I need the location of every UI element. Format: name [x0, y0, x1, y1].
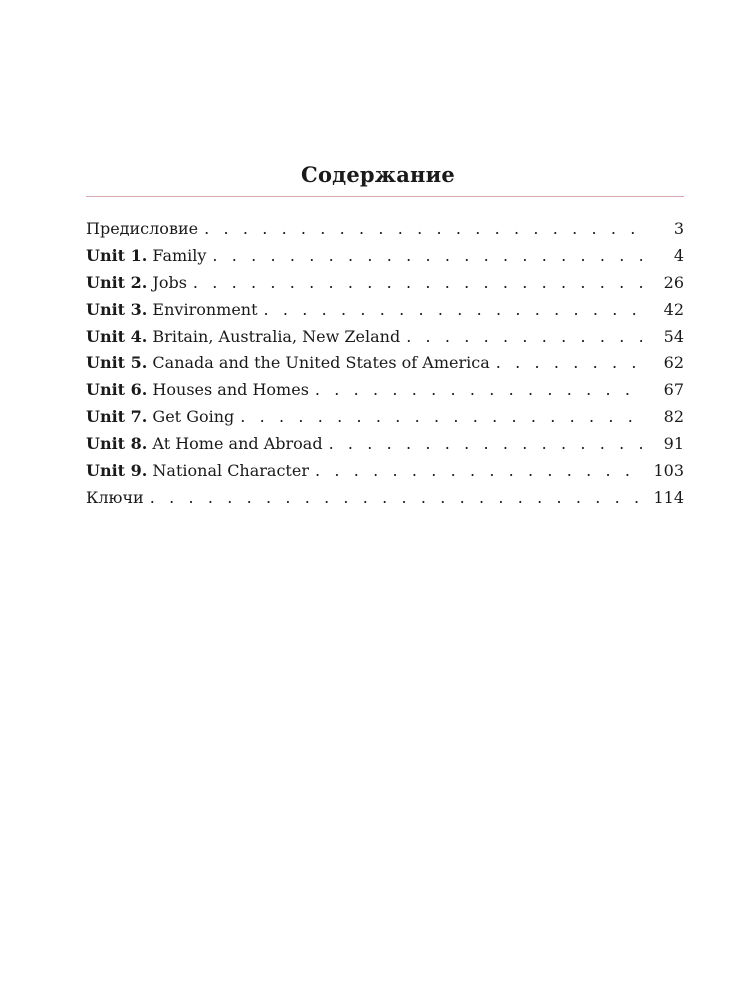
dot-leader: [264, 300, 642, 320]
page-number: 91: [663, 434, 684, 454]
dot-leader: [315, 461, 642, 481]
entry-text: Jobs: [152, 272, 187, 292]
entry-text: Предисловие: [86, 219, 199, 238]
unit-label: Unit 4.: [86, 326, 148, 346]
entry-text: Get Going: [152, 407, 235, 427]
unit-label: Unit 1.: [86, 245, 148, 265]
title-divider: [86, 196, 684, 197]
page-number: 67: [663, 380, 684, 400]
entry-title: [86, 353, 496, 373]
dot-leader: [150, 488, 642, 508]
page-number: 82: [663, 407, 684, 427]
entry-text: At Home and Abroad: [152, 434, 323, 454]
toc-entry-unit-8: [86, 434, 684, 461]
unit-label: Unit 6.: [86, 380, 148, 400]
entry-title: [86, 380, 315, 400]
entry-title: [86, 434, 329, 454]
page-number: 42: [663, 299, 684, 319]
page-number: 114: [653, 487, 684, 507]
toc-entry-unit-9: [86, 461, 684, 488]
page-number: 103: [653, 461, 684, 481]
page-title: Содержание: [301, 162, 455, 187]
entry-text: National Character: [152, 461, 309, 481]
unit-label: Unit 5.: [86, 353, 148, 373]
entry-title: [86, 327, 406, 347]
entry-text: Family: [152, 245, 207, 265]
toc-entry-unit-3: [86, 300, 684, 327]
toc-entry-keys: [86, 488, 684, 515]
unit-label: Unit 2.: [86, 272, 148, 292]
entry-title: [86, 300, 264, 320]
entry-title: [86, 488, 150, 508]
toc-entry-unit-1: [86, 246, 684, 273]
table-of-contents: [86, 219, 684, 515]
entry-title: [86, 461, 315, 481]
dot-leader: [496, 353, 642, 373]
dot-leader: [193, 273, 642, 293]
entry-title: [86, 407, 240, 427]
entry-text: Environment: [152, 299, 258, 319]
entry-title: [86, 246, 212, 266]
dot-leader: [204, 219, 642, 239]
toc-entry-unit-6: [86, 380, 684, 407]
dot-leader: [212, 246, 642, 266]
unit-label: Unit 3.: [86, 299, 148, 319]
toc-entry-unit-7: [86, 407, 684, 434]
entry-title: [86, 273, 193, 293]
unit-label: Unit 7.: [86, 407, 148, 427]
toc-entry-unit-4: [86, 327, 684, 354]
dot-leader: [406, 327, 642, 347]
unit-label: Unit 9.: [86, 461, 148, 481]
entry-text: Houses and Homes: [152, 380, 309, 400]
page-number: 62: [663, 353, 684, 373]
entry-text: Canada and the United States of America: [152, 353, 490, 373]
page-number: 3: [673, 219, 684, 238]
page-number: 54: [663, 326, 684, 346]
toc-entry-unit-2: [86, 273, 684, 300]
dot-leader: [329, 434, 642, 454]
dot-leader: [240, 407, 642, 427]
toc-entry-unit-5: [86, 353, 684, 380]
toc-entry-preface: [86, 219, 684, 246]
unit-label: Unit 8.: [86, 434, 148, 454]
page-number: 4: [673, 245, 684, 265]
entry-text: Britain, Australia, New Zeland: [152, 326, 401, 346]
entry-title: [86, 219, 204, 239]
entry-text: Ключи: [86, 487, 144, 507]
dot-leader: [315, 380, 642, 400]
page-number: 26: [663, 272, 684, 292]
